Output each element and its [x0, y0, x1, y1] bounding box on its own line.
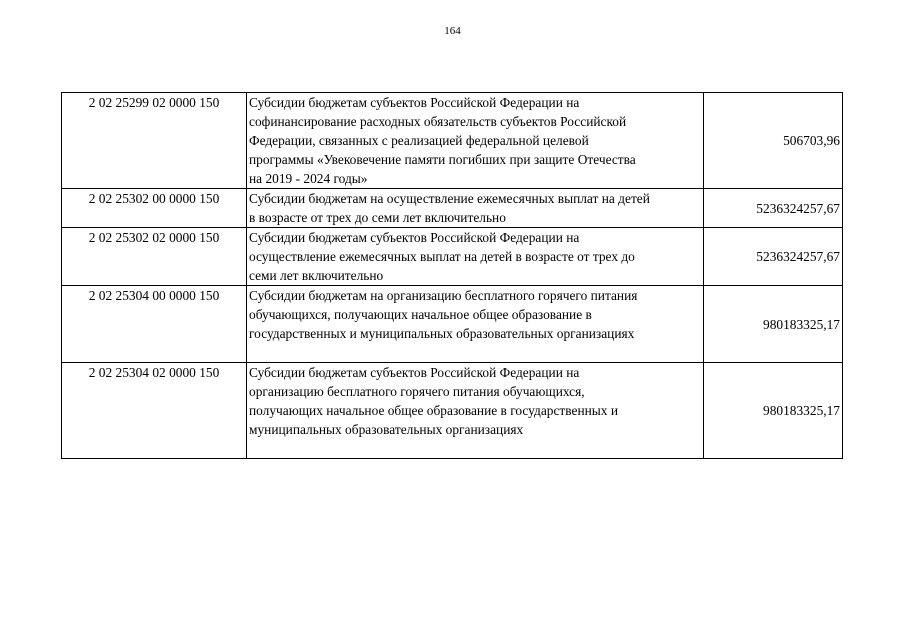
revenue-code-cell: 2 02 25302 02 0000 150 — [62, 228, 247, 286]
table-row — [62, 93, 843, 189]
description-line — [249, 343, 701, 362]
table-row — [62, 286, 843, 363]
revenue-code-cell: 2 02 25302 00 0000 150 — [62, 189, 247, 228]
description-line: Федерации, связанных с реализацией федеральной целевой — [249, 133, 589, 148]
revenue-code-cell: 2 02 25304 00 0000 150 — [62, 286, 247, 363]
amount-cell: 5236324257,67 — [704, 228, 843, 286]
amount-cell: 980183325,17 — [704, 363, 843, 459]
description-line: софинансирование расходных обязательств субъектов Российской — [249, 114, 627, 129]
description-line: семи лет включительно — [249, 268, 384, 283]
revenue-description-cell — [247, 93, 704, 189]
table-row — [62, 363, 843, 459]
budget-revenue-table — [61, 92, 843, 459]
amount-cell: 506703,96 — [704, 93, 843, 189]
table-row — [62, 189, 843, 228]
description-line: организацию бесплатного горячего питания обучающихся, — [249, 384, 585, 399]
description-line: государственных и муниципальных образовательных организациях — [249, 326, 635, 341]
description-line: Субсидии бюджетам субъектов Российской Федерации на — [249, 230, 580, 245]
description-line — [249, 439, 701, 458]
description-line: обучающихся, получающих начальное общее образование в — [249, 307, 592, 322]
page-number: 164 — [444, 25, 461, 37]
revenue-description-cell — [247, 363, 704, 459]
revenue-description-cell — [247, 286, 704, 363]
description-line: в возрасте от трех до семи лет включительно — [249, 210, 506, 225]
description-line: осуществление ежемесячных выплат на детей в возрасте от трех до — [249, 249, 635, 264]
revenue-code-cell: 2 02 25299 02 0000 150 — [62, 93, 247, 189]
table-row — [62, 228, 843, 286]
description-line: программы «Увековечение памяти погибших при защите Отечества — [249, 152, 636, 167]
description-line: Субсидии бюджетам субъектов Российской Федерации на — [249, 365, 580, 380]
revenue-description-cell — [247, 189, 704, 228]
description-line: муниципальных образовательных организациях — [249, 422, 524, 437]
description-line: Субсидии бюджетам субъектов Российской Федерации на — [249, 95, 580, 110]
revenue-code-cell: 2 02 25304 02 0000 150 — [62, 363, 247, 459]
description-line: на 2019 - 2024 годы» — [249, 171, 368, 186]
description-line: Субсидии бюджетам на организацию бесплатного горячего питания — [249, 288, 638, 303]
revenue-description-cell — [247, 228, 704, 286]
description-line: получающих начальное общее образование в государственных и — [249, 403, 619, 418]
description-line: Субсидии бюджетам на осуществление ежемесячных выплат на детей — [249, 191, 650, 206]
amount-cell: 5236324257,67 — [704, 189, 843, 228]
amount-cell: 980183325,17 — [704, 286, 843, 363]
